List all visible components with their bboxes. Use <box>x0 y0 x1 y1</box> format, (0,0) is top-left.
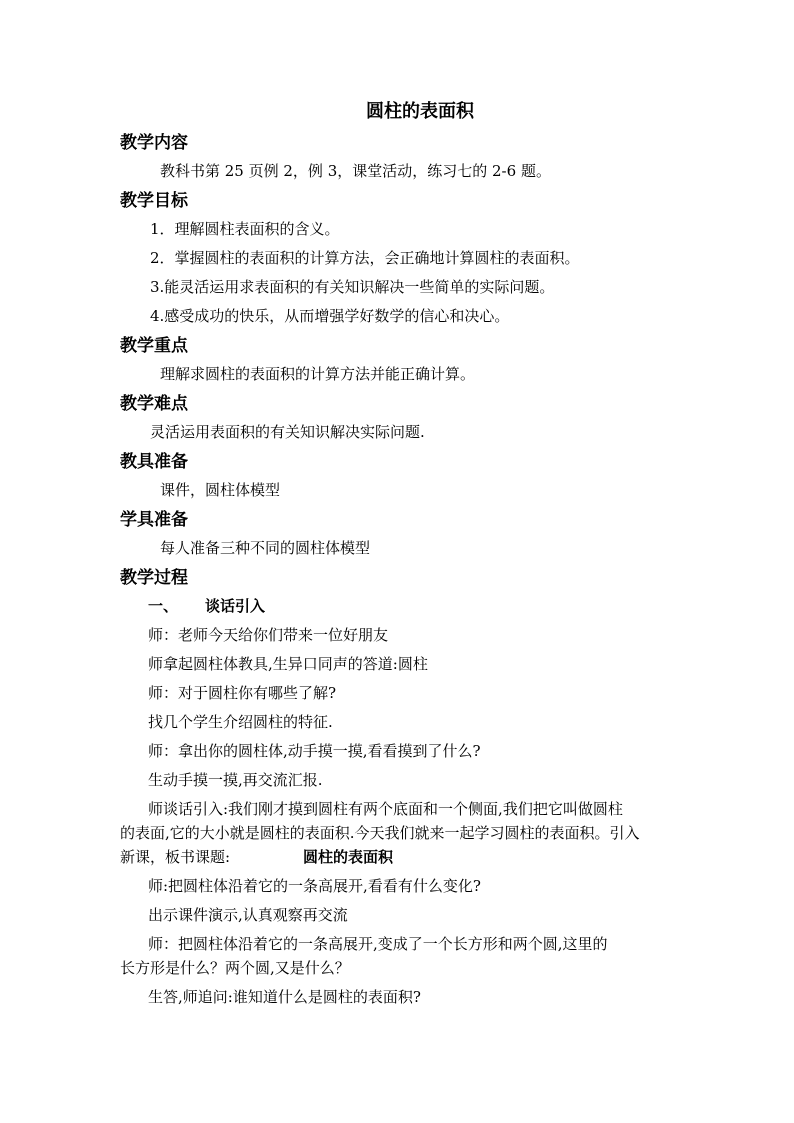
process-line-5: 师：拿出你的圆柱体,动手摸一摸,看看摸到了什么? <box>148 742 481 760</box>
step-title: 谈话引入 <box>205 597 266 615</box>
heading-content: 教学内容 <box>120 133 188 153</box>
paragraph-1-line-1: 师谈话引入:我们刚才摸到圆柱有两个底面和一个侧面,我们把它叫做圆柱 <box>148 800 623 818</box>
goal-item-2: 2．掌握圆柱的表面积的计算方法，会正确地计算圆柱的表面积。 <box>150 249 580 267</box>
goal-item-1: 1．理解圆柱表面积的含义。 <box>150 220 340 238</box>
paragraph-1-line-2: 的表面,它的大小就是圆柱的表面积.今天我们就来一起学习圆柱的表面积。引入 <box>120 824 640 842</box>
paragraph-1-line-3: 新课，板书课题: <box>120 848 231 866</box>
paragraph-2-line-1: 师：把圆柱体沿着它的一条高展开,变成了一个长方形和两个圆,这里的 <box>148 935 608 953</box>
process-line-8: 出示课件演示,认真观察再交流 <box>148 906 348 924</box>
paragraph-2-line-2: 长方形是什么？两个圆,又是什么？ <box>120 959 350 977</box>
lesson-title-inline: 圆柱的表面积 <box>303 848 394 866</box>
process-line-1: 师：老师今天给你们带来一位好朋友 <box>148 626 389 644</box>
student-tools-text: 每人准备三种不同的圆柱体模型 <box>160 539 371 557</box>
process-line-3: 师：对于圆柱你有哪些了解? <box>148 684 337 702</box>
key-point-text: 理解求圆柱的表面积的计算方法并能正确计算。 <box>160 365 476 383</box>
process-line-2: 师拿起圆柱体教具,生异口同声的答道:圆柱 <box>148 655 428 673</box>
content-text: 教科书第 25 页例 2，例 3，课堂活动，练习七的 2-6 题。 <box>160 162 551 180</box>
process-line-7: 师:把圆柱体沿着它的一条高展开,看看有什么变化? <box>148 877 481 895</box>
goal-item-3: 3.能灵活运用求表面积的有关知识解决一些简单的实际问题。 <box>150 278 555 296</box>
step-number: 一、 <box>148 597 179 615</box>
document-title: 圆柱的表面积 <box>366 101 474 122</box>
goal-item-4: 4.感受成功的快乐，从而增强学好数学的信心和决心。 <box>150 307 510 325</box>
heading-goals: 教学目标 <box>120 191 188 211</box>
difficulty-text: 灵活运用表面积的有关知识解决实际问题. <box>150 423 425 441</box>
teacher-tools-text: 课件，圆柱体模型 <box>160 481 281 499</box>
process-line-6: 生动手摸一摸,再交流汇报. <box>148 771 323 789</box>
heading-student-tools: 学具准备 <box>120 510 188 530</box>
heading-key-point: 教学重点 <box>120 336 188 356</box>
process-line-last: 生答,师追问:谁知道什么是圆柱的表面积? <box>148 988 421 1006</box>
heading-difficulty: 教学难点 <box>120 394 188 414</box>
heading-teacher-tools: 教具准备 <box>120 452 188 472</box>
heading-process: 教学过程 <box>120 568 188 588</box>
process-line-4: 找几个学生介绍圆柱的特征. <box>148 713 333 731</box>
